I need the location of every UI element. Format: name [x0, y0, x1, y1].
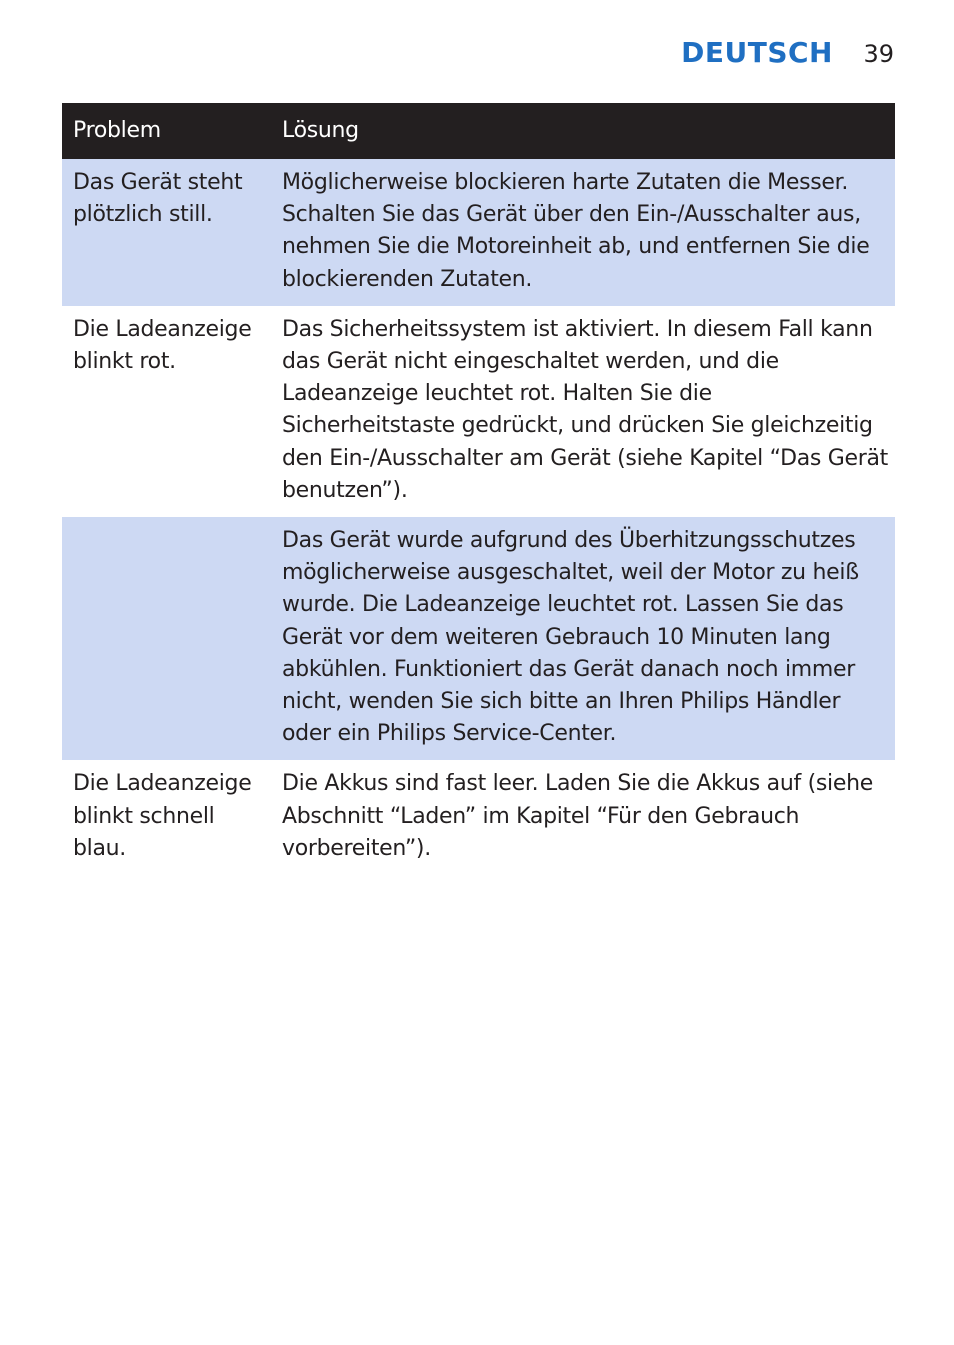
solution-cell: Die Akkus sind fast leer. Laden Sie die Akkus auf (siehe Abschnitt “Laden” im Kapitel “Für den Gebrauch vorbereiten”). — [271, 760, 895, 875]
solution-cell: Möglicherweise blockieren harte Zutaten die Messer. Schalten Sie das Gerät über den Ein-/Ausschalter aus, nehmen Sie die Motoreinheit ab, und entfernen Sie die blockierenden Zutaten. — [271, 159, 895, 306]
column-header-problem: Problem — [62, 103, 271, 159]
table-row — [62, 760, 895, 875]
page-number: 39 — [863, 40, 894, 68]
table-row — [62, 159, 895, 306]
table-header-row — [62, 103, 895, 159]
solution-cell: Das Sicherheitssystem ist aktiviert. In diesem Fall kann das Gerät nicht eingeschaltet werden, und die Ladeanzeige leuchtet rot. Halten Sie die Sicherheitstaste gedrückt, und drücken Sie gleichzeitig den Ein-/Ausschalter am Gerät (siehe Kapitel “Das Gerät benutzen”). — [271, 306, 895, 517]
problem-cell: Die Ladeanzeige blinkt schnell blau. — [62, 760, 271, 875]
language-heading: DEUTSCH — [681, 36, 833, 69]
solution-cell: Das Gerät wurde aufgrund des Überhitzungsschutzes möglicherweise ausgeschaltet, weil der Motor zu heiß wurde. Die Ladeanzeige leuchtet rot. Lassen Sie das Gerät vor dem weiteren Gebrauch 10 Minuten lang abkühlen. Funktioniert das Gerät danach noch immer nicht, wenden Sie sich bitte an Ihren Philips Händler oder ein Philips Service-Center. — [271, 517, 895, 760]
problem-cell: Das Gerät steht plötzlich still. — [62, 159, 271, 306]
problem-cell — [62, 517, 271, 760]
column-header-solution: Lösung — [271, 103, 895, 159]
troubleshooting-table — [62, 103, 895, 875]
table-row — [62, 517, 895, 760]
table-row — [62, 306, 895, 517]
problem-cell: Die Ladeanzeige blinkt rot. — [62, 306, 271, 517]
